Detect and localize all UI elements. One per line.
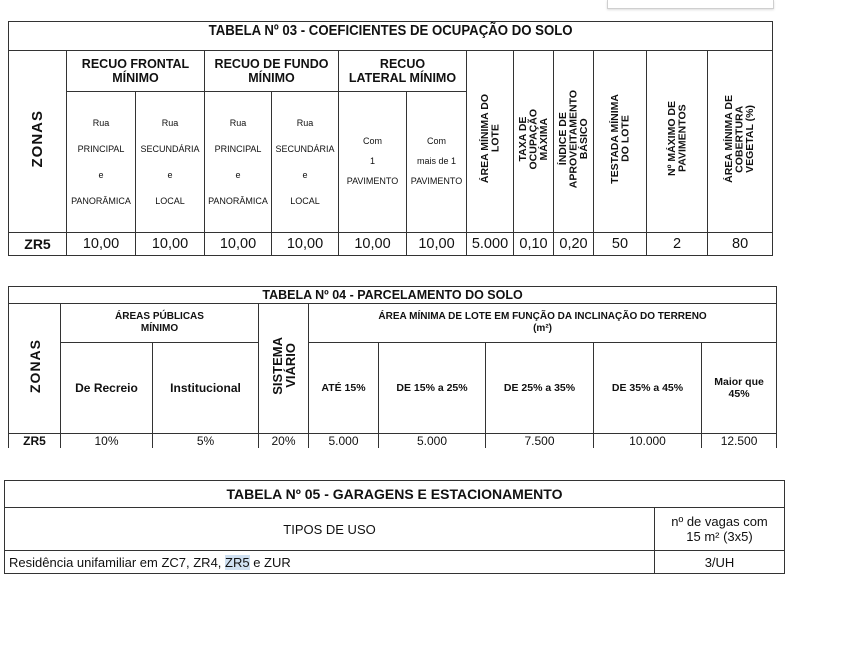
rua-principal-header: Rua PRINCIPAL e PANORÂMICA xyxy=(67,92,136,233)
zonas-header: ZONAS xyxy=(9,304,61,434)
ate-15-header: ATÉ 15% xyxy=(309,343,379,434)
maior-45-header: Maior que 45% xyxy=(702,343,777,434)
tipos-uso-header: TIPOS DE USO xyxy=(5,508,655,551)
25-35-header: DE 25% a 35% xyxy=(486,343,594,434)
table-row: ZR5 10% 5% 20% 5.000 5.000 7.500 10.000 12.500 xyxy=(9,434,777,449)
cobertura-vegetal-header: ÁREA MÍNIMA DE COBERTURA VEGETAL (%) xyxy=(708,51,773,233)
rua-principal-header: Rua PRINCIPAL e PANORÂMICA xyxy=(205,92,272,233)
recuo-lateral-header: RECUO LATERAL MÍNIMO xyxy=(339,51,467,92)
indice-aproveitamento-header: ÍNDICE DE APROVEITAMENTO BÁSICO xyxy=(554,51,594,233)
15-25-header: DE 15% a 25% xyxy=(379,343,486,434)
zonas-header: ZONAS xyxy=(9,51,67,233)
areas-publicas-header: ÁREAS PÚBLICAS MÍNIMO xyxy=(61,304,259,343)
com-1-pavimento-header: Com 1 PAVIMENTO xyxy=(339,92,407,233)
vagas-value: 3/UH xyxy=(655,551,785,574)
area-lote-header: ÁREA MÍNIMA DE LOTE EM FUNÇÃO DA INCLINAÇÃO DO TERRENO (m²) xyxy=(309,304,777,343)
35-45-header: DE 35% a 45% xyxy=(594,343,702,434)
testada-header: TESTADA MÍNIMA DO LOTE xyxy=(594,51,647,233)
table-row xyxy=(5,551,785,574)
table-title: TABELA Nº 05 - GARAGENS E ESTACIONAMENTO xyxy=(5,481,785,508)
tabela-04 xyxy=(8,286,777,448)
taxa-ocupacao-header: TAXA DE OCUPAÇÃO MÁXIMA xyxy=(514,51,554,233)
uso-cell: Residência unifamiliar em ZC7, ZR4, ZR5 e ZUR xyxy=(5,551,655,574)
recuo-frontal-header: RECUO FRONTAL MÍNIMO xyxy=(67,51,205,92)
area-minima-header: ÁREA MÍNIMA DO LOTE xyxy=(467,51,514,233)
window-edge xyxy=(607,0,774,9)
tabela-05 xyxy=(4,480,785,574)
rua-secundaria-header: Rua SECUNDÁRIA e LOCAL xyxy=(136,92,205,233)
rua-secundaria-header: Rua SECUNDÁRIA e LOCAL xyxy=(272,92,339,233)
recuo-fundo-header: RECUO DE FUNDO MÍNIMO xyxy=(205,51,339,92)
tabela-03 xyxy=(8,21,773,256)
table-title: TABELA Nº 04 - PARCELAMENTO DO SOLO xyxy=(9,287,777,304)
table-title: TABELA Nº 03 - COEFICIENTES DE OCUPAÇÃO DO SOLO xyxy=(9,22,773,51)
pavimentos-header: Nº MÁXIMO DE PAVIMENTOS xyxy=(647,51,708,233)
institucional-header: Institucional xyxy=(153,343,259,434)
table-row: ZR5 10,00 10,00 10,00 10,00 10,00 10,00 5.000 0,10 0,20 50 2 80 xyxy=(9,233,773,256)
com-mais-pavimento-header: Com mais de 1 PAVIMENTO xyxy=(407,92,467,233)
de-recreio-header: De Recreio xyxy=(61,343,153,434)
vagas-header: nº de vagas com 15 m² (3x5) xyxy=(655,508,785,551)
selected-text[interactable]: ZR5 xyxy=(225,554,250,570)
sistema-viario-header: SISTEMA VIÁRIO xyxy=(259,304,309,434)
